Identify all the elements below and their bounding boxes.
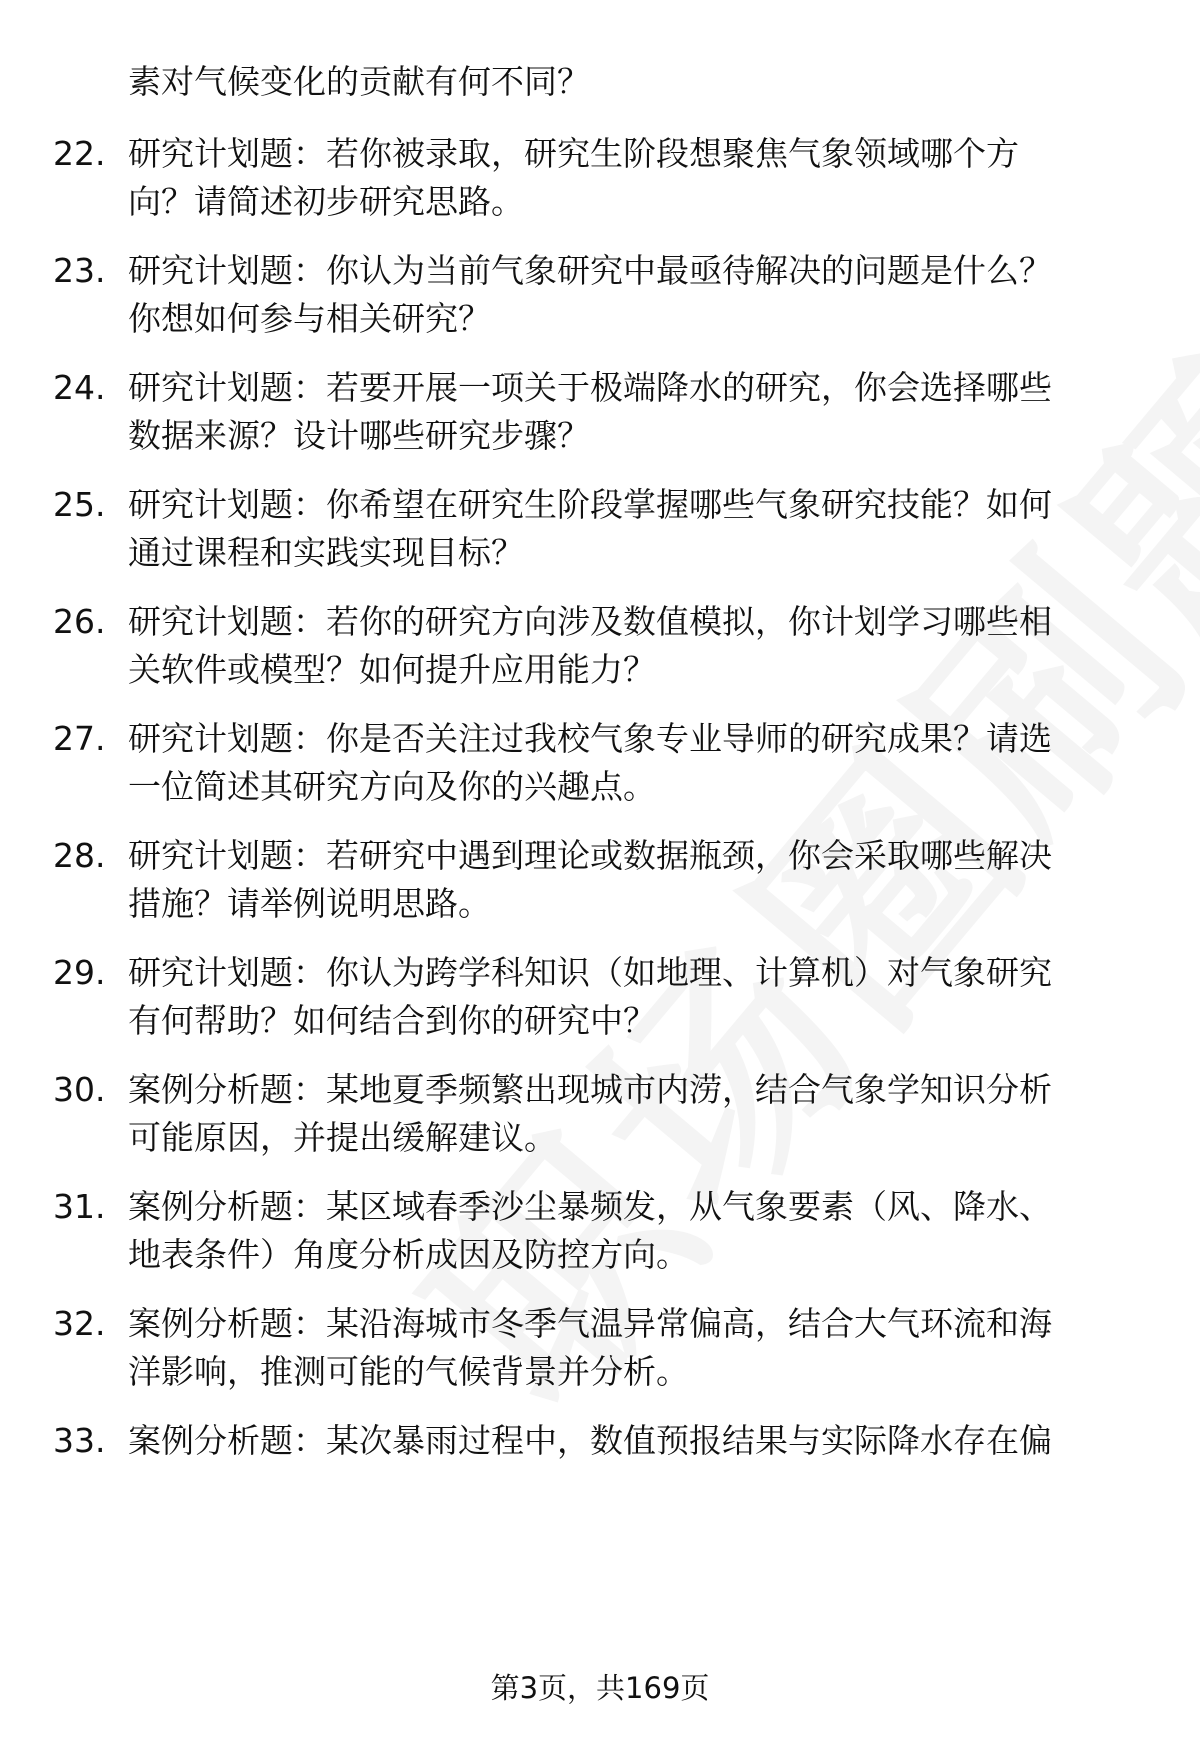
question-text [128,130,1138,226]
question-line: 案例分析题：某沿海城市冬季气温异常偏高，结合大气环流和海 [128,1304,1052,1343]
question-line: 数据来源？设计哪些研究步骤？ [128,416,590,455]
question-line: 有何帮助？如何结合到你的研究中？ [128,1001,656,1040]
question-line: 研究计划题：你希望在研究生阶段掌握哪些气象研究技能？如何 [128,485,1052,524]
question-text [128,1183,1138,1279]
question-line: 案例分析题：某区域春季沙尘暴频发，从气象要素（风、降水、 [128,1187,1052,1226]
question-line: 研究计划题：你认为跨学科知识（如地理、计算机）对气象研究 [128,953,1052,992]
question-text [128,1300,1138,1396]
question-line: 研究计划题：你认为当前气象研究中最亟待解决的问题是什么？ [128,251,1052,290]
question-text [128,715,1138,811]
question-text [128,832,1138,928]
question-line: 通过课程和实践实现目标？ [128,533,524,572]
question-line: 关软件或模型？如何提升应用能力？ [128,650,656,689]
question-number: 28. [53,836,106,875]
question-line: 研究计划题：若你的研究方向涉及数值模拟，你计划学习哪些相 [128,602,1052,641]
question-line: 案例分析题：某地夏季频繁出现城市内涝，结合气象学知识分析 [128,1070,1052,1109]
question-text [128,949,1138,1045]
question-number: 27. [53,719,106,758]
page-footer: 第3页，共169页 [490,1671,710,1705]
question-number: 30. [53,1070,106,1109]
question-line: 研究计划题：你是否关注过我校气象专业导师的研究成果？请选 [128,719,1052,758]
question-number: 24. [53,368,106,407]
question-text [128,481,1138,577]
question-line: 研究计划题：若你被录取，研究生阶段想聚焦气象领域哪个方 [128,134,1019,173]
question-number: 29. [53,953,106,992]
question-line: 你想如何参与相关研究？ [128,299,491,338]
question-text [128,1417,1138,1465]
question-line: 研究计划题：若研究中遇到理论或数据瓶颈，你会采取哪些解决 [128,836,1052,875]
question-line: 一位简述其研究方向及你的兴趣点。 [128,767,656,806]
question-line: 措施？请举例说明思路。 [128,884,491,923]
question-number: 26. [53,602,106,641]
continued-text: 素对气候变化的贡献有何不同？ [128,62,590,101]
question-text [128,364,1138,460]
question-line: 可能原因，并提出缓解建议。 [128,1118,557,1157]
question-number: 31. [53,1187,106,1226]
question-number: 23. [53,251,106,290]
question-text [128,598,1138,694]
question-line: 研究计划题：若要开展一项关于极端降水的研究，你会选择哪些 [128,368,1052,407]
question-line: 向？请简述初步研究思路。 [128,182,524,221]
question-line: 洋影响，推测可能的气候背景并分析。 [128,1352,689,1391]
question-line: 地表条件）角度分析成因及防控方向。 [128,1235,689,1274]
question-number: 25. [53,485,106,524]
question-number: 32. [53,1304,106,1343]
question-line: 案例分析题：某次暴雨过程中，数值预报结果与实际降水存在偏 [128,1421,1052,1460]
question-text [128,1066,1138,1162]
question-number: 22. [53,134,106,173]
question-text [128,247,1138,343]
question-number: 33. [53,1421,106,1460]
